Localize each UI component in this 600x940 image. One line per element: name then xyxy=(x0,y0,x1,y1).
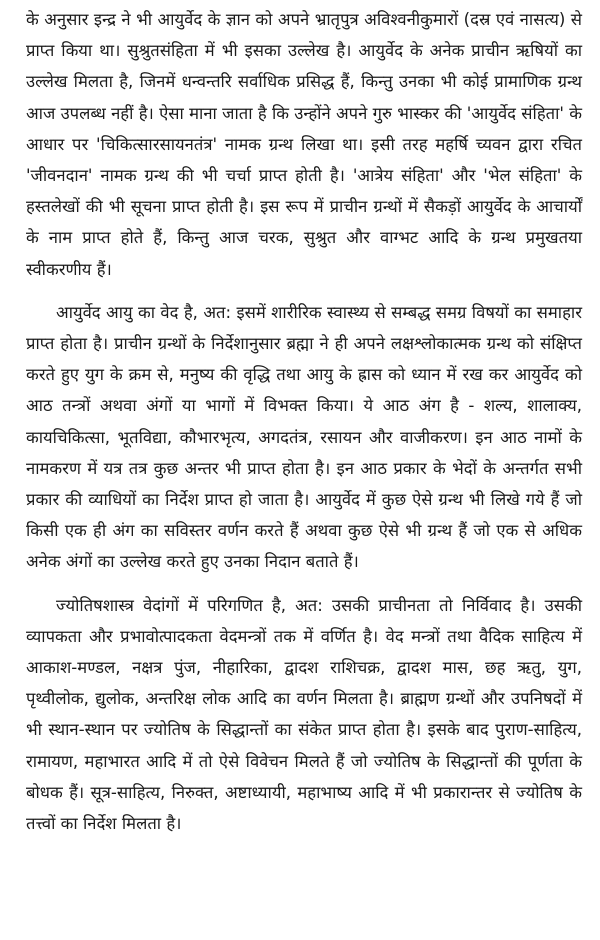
paragraph-1: के अनुसार इन्द्र ने भी आयुर्वेद के ज्ञान को अपने भ्रातृपुत्र अविश्वनीकुमारों (दस्र एवं नासत्य) से प्राप्त किया था। सुश्रुतसंहिता में भी इसका उल्लेख है। आयुर्वेद के अनेक प्राचीन ऋषियों का उल्लेख मिलता है, जिनमें धन्वन्तरि सर्वाधिक प्रसिद्ध हैं, किन्तु उनका भी कोई प्रामाणिक ग्रन्थ आज उपलब्ध नहीं है। ऐसा माना जाता है कि उन्होंने अपने गुरु भास्कर की 'आयुर्वेद संहिता' के आधार पर 'चिकित्सारसायनतंत्र' नामक ग्रन्थ लिखा था। इसी तरह महर्षि च्यवन द्वारा रचित 'जीवनदान' नामक ग्रन्थ की भी चर्चा प्राप्त होती है। 'आत्रेय संहिता' और 'भेल संहिता' के हस्तलेखों की भी सूचना प्राप्त होती है। इस रूप में प्राचीन ग्रन्थों में सैकड़ों आयुर्वेद के आचार्यों के नाम प्राप्त होते हैं, किन्तु आज चरक, सुश्रुत और वाग्भट आदि के ग्रन्थ प्रमुखतया स्वीकरणीय हैं। xyxy=(26,10,582,279)
paragraph-3: ज्योतिषशास्त्र वेदांगों में परिगणित है, अत: उसकी प्राचीनता तो निर्विवाद है। उसकी व्यापकता और प्रभावोत्पादकता वेदमन्त्रों तक में वर्णित है। वेद मन्त्रों तथा वैदिक साहित्य में आकाश-मण्डल, नक्षत्र पुंज, नीहारिका, द्वादश राशिचक्र, द्वादश मास, छह ऋतु, युग, पृथ्वीलोक, द्युलोक, अन्तरिक्ष लोक आदि का वर्णन मिलता है। ब्राह्मण ग्रन्थों और उपनिषदों में भी स्थान-स्थान पर ज्योतिष के सिद्धान्तों का संकेत प्राप्त होता है। इसके बाद पुराण-साहित्य, रामायण, महाभारत आदि में तो ऐसे विवेचन मिलते हैं जो ज्योतिष के सिद्धान्तों की पूर्णता के बोधक हैं। सूत्र-साहित्य, निरुक्त, अष्टाध्यायी, महाभाष्य आदि में भी प्रकारान्तर से ज्योतिष के तत्त्वों का निर्देश मिलता है। xyxy=(26,595,582,834)
paragraph-2: आयुर्वेद आयु का वेद है, अत: इसमें शारीरिक स्वास्थ्य से सम्बद्ध समग्र विषयों का समाहार प्राप्त होता है। प्राचीन ग्रन्थों के निर्देशानुसार ब्रह्मा ने ही अपने लक्षश्लोकात्मक ग्रन्थ को संक्षिप्त करते हुए युग के क्रम से, मनुष्य की वृद्धि तथा आयु के ह्रास को ध्यान में रख कर आयुर्वेद को आठ तन्त्रों अथवा अंगों या भागों में विभक्त किया। ये आठ अंग है - शल्य, शालाक्य, कायचिकित्सा, भूतविद्या, कौभारभृत्य, अगदतंत्र, रसायन और वाजीकरण। इन आठ नामों के नामकरण में यत्र तत्र कुछ अन्तर भी प्राप्त होता है। इन आठ प्रकार के भेदों के अन्तर्गत सभी प्रकार की व्याधियों का निर्देश प्राप्त हो जाता है। आयुर्वेद में कुछ ऐसे ग्रन्थ भी लिखे गये हैं जो किसी एक ही अंग का सविस्तर वर्णन करते हैं अथवा कुछ ऐसे भी ग्रन्थ हैं जो एक से अधिक अनेक अंगों का उल्लेख करते हुए उनका निदान बताते हैं। xyxy=(26,302,582,572)
document-page xyxy=(26,4,582,839)
